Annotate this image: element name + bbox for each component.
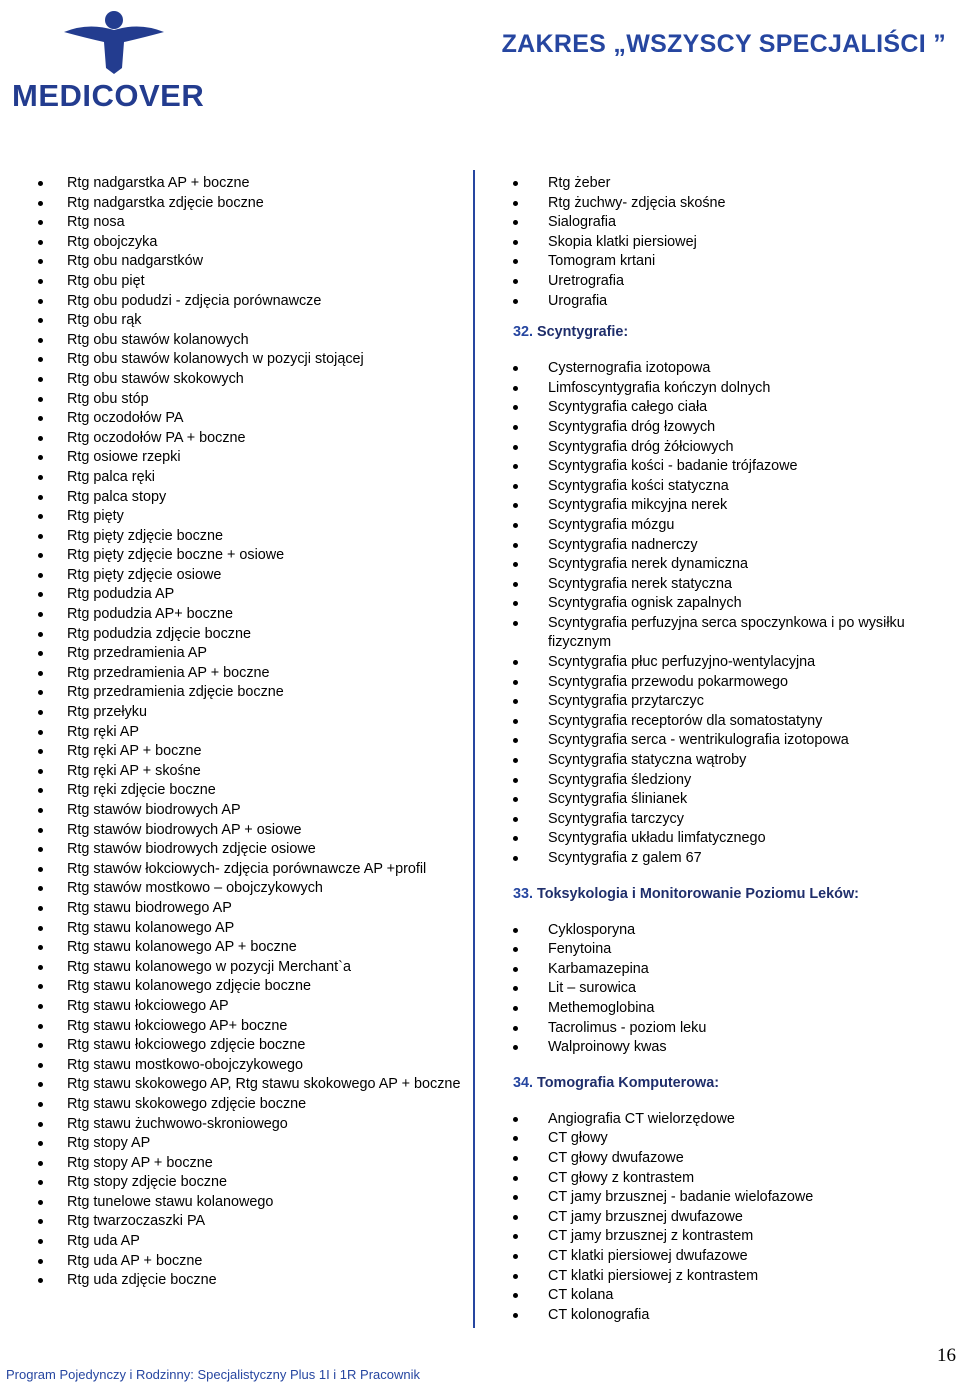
list-item: Sialografia <box>513 213 953 233</box>
list-item: Scyntygrafia mikcyjna nerek <box>513 496 953 516</box>
list-item: Uretrografia <box>513 272 953 292</box>
section-number: 33. <box>513 885 534 902</box>
list-item: Rtg podudzia AP+ boczne <box>38 605 468 625</box>
list-item: Rtg oczodołów PA + boczne <box>38 429 468 449</box>
list-item: Limfoscyntygrafia kończyn dolnych <box>513 379 953 399</box>
list-item: Scyntygrafia nerek statyczna <box>513 575 953 595</box>
list-item: Rtg uda AP + boczne <box>38 1252 468 1272</box>
list-item: Lit – surowica <box>513 979 953 999</box>
list-item: Rtg żuchwy- zdjęcia skośne <box>513 194 953 214</box>
list-item: Rtg stawu żuchwowo-skroniowego <box>38 1115 468 1135</box>
section-34-list <box>513 1110 953 1326</box>
list-item: Scyntygrafia dróg żółciowych <box>513 438 953 458</box>
list-item: Scyntygrafia płuc perfuzyjno-wentylacyjna <box>513 653 953 673</box>
list-item: Cysternografia izotopowa <box>513 359 953 379</box>
logo-text: MEDICOVER <box>12 78 205 113</box>
list-item: Angiografia CT wielorzędowe <box>513 1110 953 1130</box>
list-item: Rtg stawów biodrowych AP <box>38 801 468 821</box>
list-item: Rtg ręki AP + boczne <box>38 742 468 762</box>
list-item: Rtg ręki AP <box>38 723 468 743</box>
list-item: Rtg nadgarstka zdjęcie boczne <box>38 194 468 214</box>
list-item: Rtg stawu łokciowego zdjęcie boczne <box>38 1036 468 1056</box>
list-item: Rtg palca ręki <box>38 468 468 488</box>
list-item: CT klatki piersiowej dwufazowe <box>513 1247 953 1267</box>
list-item: Rtg obu rąk <box>38 311 468 331</box>
list-item: Rtg nosa <box>38 213 468 233</box>
list-item: Rtg obu stawów skokowych <box>38 370 468 390</box>
list-item: Scyntygrafia perfuzyjna serca spoczynkowa i po wysiłku fizycznym <box>513 614 953 653</box>
list-item: Walproinowy kwas <box>513 1038 953 1058</box>
list-item: Scyntygrafia przewodu pokarmowego <box>513 673 953 693</box>
list-item: Scyntygrafia dróg łzowych <box>513 418 953 438</box>
list-item: Rtg pięty zdjęcie boczne + osiowe <box>38 546 468 566</box>
list-item: Scyntygrafia ślinianek <box>513 790 953 810</box>
list-item: Rtg stawu biodrowego AP <box>38 899 468 919</box>
list-item: Rtg stawu kolanowego AP <box>38 919 468 939</box>
list-item: Rtg obu nadgarstków <box>38 252 468 272</box>
list-item: Scyntygrafia nadnerczy <box>513 536 953 556</box>
list-item: CT głowy dwufazowe <box>513 1149 953 1169</box>
list-item: CT głowy z kontrastem <box>513 1169 953 1189</box>
section-title: Tomografia Komputerowa: <box>537 1074 720 1091</box>
list-item: Rtg oczodołów PA <box>38 409 468 429</box>
list-item: Rtg tunelowe stawu kolanowego <box>38 1193 468 1213</box>
list-item: Scyntygrafia całego ciała <box>513 398 953 418</box>
list-item: Rtg stawu mostkowo-obojczykowego <box>38 1056 468 1076</box>
left-column <box>38 174 468 1291</box>
list-item: Rtg stawu łokciowego AP+ boczne <box>38 1017 468 1037</box>
list-item: Scyntygrafia serca - wentrikulografia izotopowa <box>513 731 953 751</box>
list-item: Cyklosporyna <box>513 921 953 941</box>
list-item: Scyntygrafia kości statyczna <box>513 477 953 497</box>
list-item: Rtg obu stóp <box>38 390 468 410</box>
list-item: CT kolonografia <box>513 1306 953 1326</box>
list-item: Rtg pięty zdjęcie osiowe <box>38 566 468 586</box>
list-item: Rtg obu podudzi - zdjęcia porównawcze <box>38 292 468 312</box>
list-item: Methemoglobina <box>513 999 953 1019</box>
right-top-list <box>513 174 953 311</box>
list-item: Rtg obu stawów kolanowych <box>38 331 468 351</box>
section-33-heading <box>513 885 953 904</box>
list-item: Tacrolimus - poziom leku <box>513 1019 953 1039</box>
section-32-list <box>513 359 953 868</box>
list-item: Rtg stawów łokciowych- zdjęcia porównawcze AP +profil <box>38 860 468 880</box>
list-item: CT głowy <box>513 1129 953 1149</box>
list-item: CT klatki piersiowej z kontrastem <box>513 1267 953 1287</box>
list-item: Rtg stawu kolanowego AP + boczne <box>38 938 468 958</box>
list-item: Rtg twarzoczaszki PA <box>38 1212 468 1232</box>
list-item: Rtg przełyku <box>38 703 468 723</box>
list-item: Fenytoina <box>513 940 953 960</box>
list-item: Scyntygrafia śledziony <box>513 771 953 791</box>
section-title: Toksykologia i Monitorowanie Poziomu Leków: <box>537 885 859 902</box>
section-title: Scyntygrafie: <box>537 324 629 341</box>
list-item: Rtg stawu łokciowego AP <box>38 997 468 1017</box>
footer-text: Program Pojedynczy i Rodzinny: Specjalistyczny Plus 1I i 1R Pracownik <box>6 1367 421 1382</box>
list-item: Rtg stawów mostkowo – obojczykowych <box>38 879 468 899</box>
list-item: Rtg przedramienia AP <box>38 644 468 664</box>
list-item: Rtg stawu skokowego zdjęcie boczne <box>38 1095 468 1115</box>
list-item: Rtg stawów biodrowych AP + osiowe <box>38 821 468 841</box>
list-item: Scyntygrafia tarczycy <box>513 810 953 830</box>
list-item: Rtg ręki AP + skośne <box>38 762 468 782</box>
list-item: CT kolana <box>513 1286 953 1306</box>
list-item: Rtg przedramienia AP + boczne <box>38 664 468 684</box>
list-item: Rtg ręki zdjęcie boczne <box>38 781 468 801</box>
list-item: Rtg przedramienia zdjęcie boczne <box>38 683 468 703</box>
list-item: Rtg stawu kolanowego w pozycji Merchant`a <box>38 958 468 978</box>
list-item: Rtg nadgarstka AP + boczne <box>38 174 468 194</box>
list-item: Scyntygrafia kości - badanie trójfazowe <box>513 457 953 477</box>
list-item: Karbamazepina <box>513 960 953 980</box>
list-item: Rtg obu pięt <box>38 272 468 292</box>
medicover-figure-icon <box>58 8 168 76</box>
section-33-list <box>513 921 953 1058</box>
list-item: Rtg podudzia zdjęcie boczne <box>38 625 468 645</box>
list-item: Scyntygrafia przytarczyc <box>513 692 953 712</box>
list-item: Urografia <box>513 292 953 312</box>
list-item: Rtg podudzia AP <box>38 585 468 605</box>
list-item: Scyntygrafia mózgu <box>513 516 953 536</box>
column-divider <box>473 170 475 1328</box>
list-item: Rtg stawu kolanowego zdjęcie boczne <box>38 977 468 997</box>
list-item: Rtg stawów biodrowych zdjęcie osiowe <box>38 840 468 860</box>
list-item: Rtg obojczyka <box>38 233 468 253</box>
section-number: 32. <box>513 324 534 341</box>
list-item: Scyntygrafia receptorów dla somatostatyny <box>513 712 953 732</box>
list-item: Rtg uda AP <box>38 1232 468 1252</box>
list-item: Rtg palca stopy <box>38 488 468 508</box>
list-item: Skopia klatki piersiowej <box>513 233 953 253</box>
list-item: Rtg pięty <box>38 507 468 527</box>
left-list <box>38 174 468 1291</box>
list-item: Scyntygrafia układu limfatycznego <box>513 829 953 849</box>
section-32-heading <box>513 323 953 342</box>
list-item: Tomogram krtani <box>513 252 953 272</box>
list-item: CT jamy brzusznej - badanie wielofazowe <box>513 1188 953 1208</box>
list-item: Rtg stopy zdjęcie boczne <box>38 1173 468 1193</box>
list-item: Rtg stopy AP + boczne <box>38 1154 468 1174</box>
section-34-heading <box>513 1074 953 1093</box>
page-number: 16 <box>937 1345 956 1366</box>
list-item: Rtg stopy AP <box>38 1134 468 1154</box>
section-number: 34. <box>513 1074 534 1091</box>
medicover-logo <box>10 8 215 112</box>
list-item: Rtg osiowe rzepki <box>38 448 468 468</box>
right-column <box>513 174 953 1325</box>
list-item: Rtg obu stawów kolanowych w pozycji stojącej <box>38 350 468 370</box>
list-item: CT jamy brzusznej z kontrastem <box>513 1227 953 1247</box>
list-item: Scyntygrafia ognisk zapalnych <box>513 594 953 614</box>
list-item: Rtg pięty zdjęcie boczne <box>38 527 468 547</box>
page-title: ZAKRES „WSZYSCY SPECJALIŚCI ” <box>501 30 946 58</box>
list-item: Scyntygrafia statyczna wątroby <box>513 751 953 771</box>
list-item: CT jamy brzusznej dwufazowe <box>513 1208 953 1228</box>
list-item: Scyntygrafia z galem 67 <box>513 849 953 869</box>
list-item: Rtg stawu skokowego AP, Rtg stawu skokowego AP + boczne <box>38 1075 468 1095</box>
list-item: Rtg żeber <box>513 174 953 194</box>
list-item: Rtg uda zdjęcie boczne <box>38 1271 468 1291</box>
list-item: Scyntygrafia nerek dynamiczna <box>513 555 953 575</box>
